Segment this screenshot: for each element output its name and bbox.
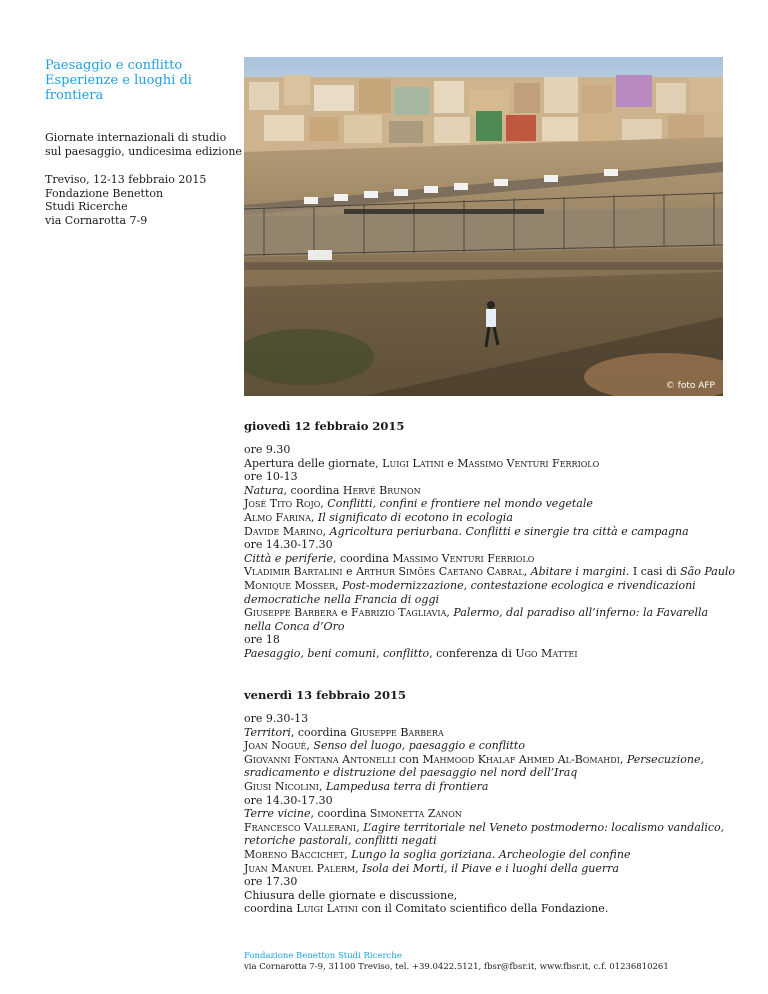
speaker-name: Almo Farina [244,510,311,524]
time-slot: ore 18 [244,633,280,647]
speaker-name: Francesco Vallerani [244,820,357,834]
coord-text: , coordina [283,483,343,497]
time-slot: ore 9.30 [244,443,291,456]
talk-line: Juan Manuel Palerm, Isola dei Morti, il Piave e i luoghi della guerra [244,861,619,875]
talk-line: Giovanni Fontana Antonelli con Mahmood Khalaf Ahmed Al-Bomahdi, Persecuzione, sradicamento e distruzione del paesaggio nel nord dell’Iraq [244,752,704,780]
cover-photo [244,57,723,396]
coordinator-name: Massimo Venturi Ferriolo [392,551,535,565]
time-slot: ore 14.30-17.30 [244,793,333,807]
talk-title: Senso del luogo, paesaggio e conflitto [313,739,525,753]
coordinator-name: Simonetta Zanon [369,807,462,821]
border-fence-illustration [244,57,723,396]
closing-text: con il Comitato scientifico della Fondazione. [357,902,609,916]
session-title: Terre vicine [244,807,311,821]
talk-line: Almo Farina, Il significato di ecotono in ecologia [244,510,513,524]
session-line [244,807,734,821]
program-day-1 [244,419,734,661]
closing-text: coordina [244,902,297,916]
talk-place: São Paulo [680,565,736,579]
talk-title: Il significato di ecotono in ecologia [317,510,513,524]
talk-title: Lampedusa terra di frontiera [325,779,489,793]
venue-name-2: Studi Ricerche [45,200,128,213]
event-subtitle: Esperienze e luoghi di frontiera [45,73,192,103]
speaker-name: Giovanni Fontana Antonelli [244,752,396,766]
time-slot: ore 10-13 [244,470,298,484]
speaker-name: Mahmood Khalaf Ahmed Al-Bomahdi [422,752,620,766]
speaker-name: Monique Mosser [244,578,336,592]
speaker-name: Moreno Baccichet [244,847,345,861]
speaker-name: Arthur Simões Caetano Cabral [356,565,524,579]
photo-credit: © foto AFP [665,381,715,391]
time-slot: ore 17.30 [244,875,298,889]
day-1-heading: giovedì 12 febbraio 2015 [244,419,405,433]
coord-text: , coordina [333,551,393,565]
venue-date: Treviso, 12-13 febbraio 2015 [45,173,207,186]
speaker-name: Fabrizio Tagliavia [351,606,447,620]
speaker-name: Giuseppe Barbera [244,606,338,620]
speaker-name: Vladimir Bartalini [244,565,343,579]
session-line [244,726,734,740]
edition-line-1: Giornate internazionali di studio [45,131,227,144]
opening-line [244,457,734,471]
event-info [45,58,245,227]
edition-line-2: sul paesaggio, undicesima edizione [45,144,242,158]
speaker-name: José Tito Rojo [244,497,321,511]
talk-title: Isola dei Morti, il Piave e i luoghi della guerra [362,861,619,875]
event-title: Paesaggio e conflitto [45,58,183,73]
speaker-name: Juan Manuel Palerm [244,861,356,875]
venue-name-1: Fondazione Benetton [45,186,164,200]
closing-line-2 [244,902,734,916]
coord-text: , coordina [290,725,351,739]
conference-line [244,647,734,661]
talk-title: Conflitti, confini e frontiere nel mondo vegetale [327,497,593,511]
talk-text: . I casi di [625,565,681,579]
talk-title: Agricoltura periurbana. Conflitti e sinergie tra città e campagna [329,524,689,538]
talk-title: Post-modernizzazione, contestazione ecologica e rivendicazioni democratiche nella Francia di oggi [244,578,696,606]
conjunction: e [342,565,357,579]
speaker-name: Giusi Nicolini [244,779,319,793]
day-2-heading: venerdì 13 febbraio 2015 [244,688,407,702]
program-day-2 [244,688,734,916]
session-title: Natura [244,483,284,497]
session-line [244,484,734,498]
session-title: Città e periferie [244,551,334,565]
talk-line: Giuseppe Barbera e Fabrizio Tagliavia, Palermo, dal paradiso all’inferno: la Favarella nella Conca d’Oro [244,606,709,633]
coordinator-name: Giuseppe Barbera [350,725,444,739]
conjunction: e [337,606,352,620]
talk-title: Palermo, dal paradiso all’inferno: la Favarella nella Conca d’Oro [244,606,709,633]
talk-line: Joan Nogué, Senso del luogo, paesaggio e conflitto [244,739,525,753]
talk-line: Giusi Nicolini, Lampedusa terra di frontiera [244,779,489,793]
talk-title: Persecuzione, sradicamento e distruzione del paesaggio nel nord dell’Iraq [244,752,704,780]
talk-title: Lungo la soglia goriziana. Archeologie del confine [351,847,631,861]
speaker-name: Davide Marino [244,524,323,538]
conjunction: e [443,456,458,470]
talk-title: L’agire territoriale nel Veneto postmoderno: localismo vandalico, retoriche pastorali, conflitti negati [244,820,725,848]
conference-text: , conferenza di [429,646,516,660]
speaker-name: Joan Nogué [244,739,307,753]
talk-line: Moreno Baccichet, Lungo la soglia goriziana. Archeologie del confine [244,847,631,861]
speaker-name: Ugo Mattei [515,646,578,660]
conjunction: con [395,752,423,766]
speaker-name: Luigi Latini [382,456,444,470]
venue-address: via Cornarotta 7-9 [45,213,148,227]
talk-title: Abitare i margini [530,565,626,579]
time-slot: ore 14.30-17.30 [244,538,333,552]
closing-line-1: Chiusura delle giornate e discussione, [244,888,458,902]
footer-address: via Cornarotta 7-9, 31100 Treviso, tel. +39.0422.5121, fbsr@fbsr.it, www.fbsr.it, c.f. 01236810261 [244,962,669,972]
talk-line: Monique Mosser, Post-modernizzazione, contestazione ecologica e rivendicazioni democratiche nella Francia di oggi [244,578,696,606]
footer [244,951,669,973]
session-line [244,552,734,566]
talk-line: José Tito Rojo, Conflitti, confini e frontiere nel mondo vegetale [244,497,593,511]
session-title: Territori [244,725,291,739]
coordinator-name: Hervé Brunon [342,483,421,497]
talk-line: Francesco Vallerani, L’agire territoriale nel Veneto postmoderno: localismo vandalico, retoriche pastorali, conflitti negati [244,820,725,848]
coord-text: , coordina [310,807,370,821]
session-title: Paesaggio, beni comuni, conflitto [244,646,430,660]
coordinator-name: Luigi Latini [296,902,358,916]
talk-line: Vladimir Bartalini e Arthur Simões Caetano Cabral, Abitare i margini. I casi di São Paulo [244,565,736,579]
time-slot: ore 9.30-13 [244,712,309,725]
footer-org: Fondazione Benetton Studi Ricerche [244,951,402,961]
speaker-name: Massimo Venturi Ferriolo [457,456,600,470]
opening-text: Apertura delle giornate, [244,456,383,470]
talk-line: Davide Marino, Agricoltura periurbana. Conflitti e sinergie tra città e campagna [244,524,689,538]
